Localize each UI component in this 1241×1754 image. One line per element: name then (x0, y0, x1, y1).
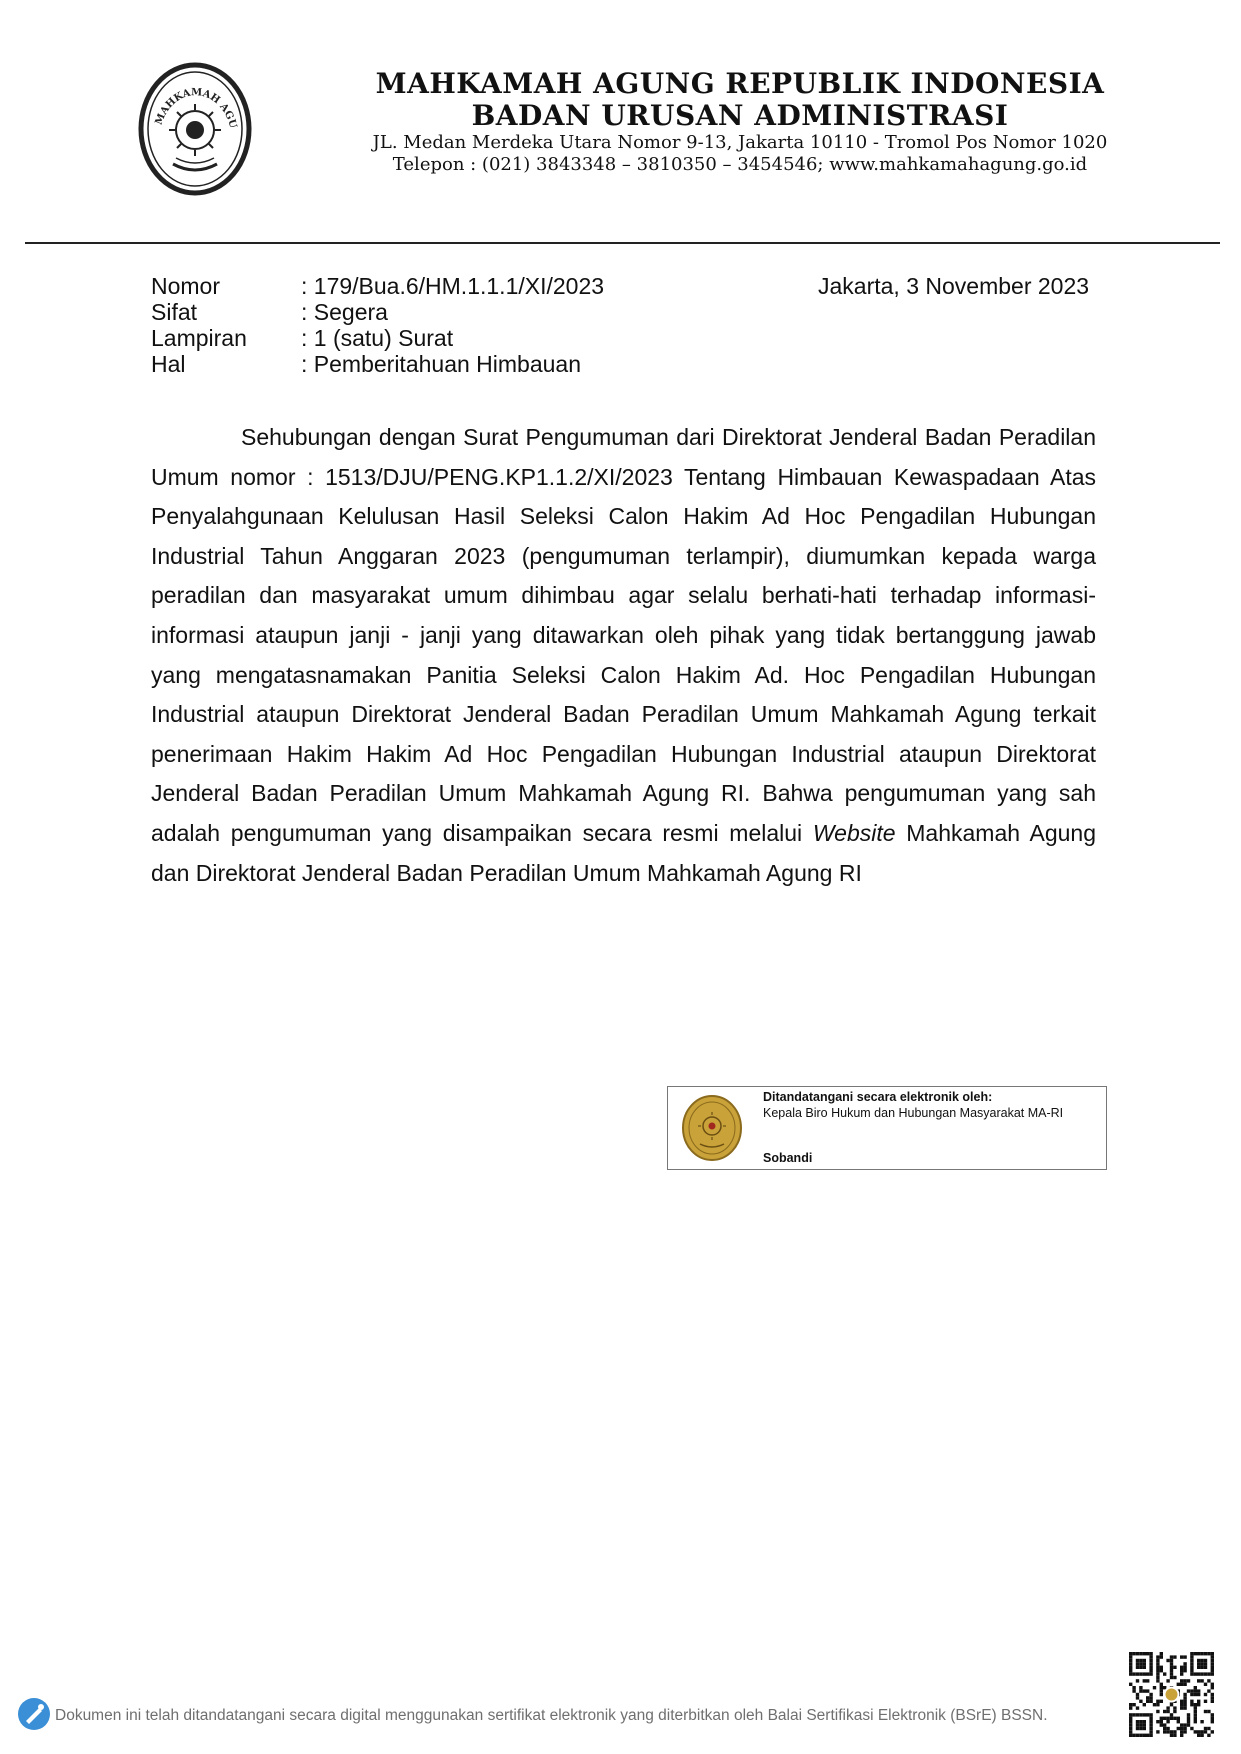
letter-date: Jakarta, 3 November 2023 (818, 273, 1090, 299)
meta-lampiran (151, 325, 604, 351)
meta-sifat (151, 299, 604, 325)
address: JL. Medan Merdeka Utara Nomor 9-13, Jakarta 10110 - Tromol Pos Nomor 1020 (372, 132, 1108, 153)
institution-name: MAHKAMAH AGUNG REPUBLIK INDONESIA (375, 67, 1105, 100)
electronic-signature-box (667, 1086, 1107, 1170)
header-divider (25, 242, 1220, 244)
agency-name: BADAN URUSAN ADMINISTRASI (471, 99, 1009, 132)
gold-seal-icon (681, 1094, 743, 1162)
contact-info: Telepon : (021) 3843348 – 3810350 – 3454546; www.mahkamahagung.go.id (392, 154, 1088, 175)
signatory-name: Sobandi (763, 1151, 813, 1165)
meta-hal (151, 351, 604, 377)
website-emphasis: Website (812, 819, 896, 846)
meta-nomor (151, 273, 604, 299)
meta-value: : Pemberitahuan Himbauan (301, 351, 581, 377)
letter-body (151, 418, 1096, 893)
mahkamah-agung-logo (138, 62, 253, 197)
signature-caption: Ditandatangani secara elektronik oleh: (763, 1090, 993, 1104)
bsre-icon (17, 1697, 51, 1736)
footer-notice: Dokumen ini telah ditandatangani secara digital menggunakan sertifikat elektronik yang diterbitkan oleh Balai Sertifikasi Elektronik (BSrE) BSSN. (55, 1707, 1048, 1724)
letter-meta (151, 273, 604, 377)
meta-value: : 179/Bua.6/HM.1.1.1/XI/2023 (301, 273, 605, 299)
footer (17, 1700, 1048, 1732)
meta-label: Sifat (151, 299, 198, 325)
meta-label: Lampiran (151, 325, 247, 351)
meta-value: : 1 (satu) Surat (301, 325, 454, 351)
meta-value: : Segera (301, 299, 388, 325)
body-paragraph: Sehubungan dengan Surat Pengumuman dari Direktorat Jenderal Badan Peradilan Umum nomor : 1513/DJU/PENG.KP1.1.2/XI/2023 Tentang Himbauan Kewaspadaan Atas Penyalahgunaan Kelulusan Hasil Seleksi Calon Hakim Ad Hoc Pengadilan Hubungan Industrial Tahun Anggaran 2023 (pengumuman terlampir), diumumkan kepada warga peradilan dan masyarakat umum dihimbau agar selalu berhati-hati terhadap informasi-informasi ataupun janji - janji yang ditawarkan oleh pihak yang tidak bertanggung jawab yang mengatasnamakan Panitia Seleksi Calon Hakim Ad. Hoc Pengadilan Hubungan Industrial ataupun Direktorat Jenderal Badan Peradilan Umum Mahkamah Agung terkait penerimaan Hakim Hakim Ad Hoc Pengadilan Hubungan Industrial ataupun Direktorat Jenderal Badan Peradilan Umum Mahkamah Agung RI. Bahwa pengumuman yang sah adalah pengumuman yang disampaikan secara resmi melalui Website Mahkamah Agung dan Direktorat Jenderal Badan Peradilan Umum Mahkamah Agung RI (151, 424, 1096, 886)
letterhead (290, 68, 1190, 176)
meta-label: Nomor (151, 273, 221, 299)
svg-text:MAHKAMAH AGUNG: MAHKAMAH AGU (153, 87, 239, 130)
signatory-position: Kepala Biro Hukum dan Hubungan Masyarakat MA-RI (763, 1106, 1064, 1120)
qr-code-icon (1129, 1652, 1214, 1737)
meta-label: Hal (151, 351, 186, 377)
